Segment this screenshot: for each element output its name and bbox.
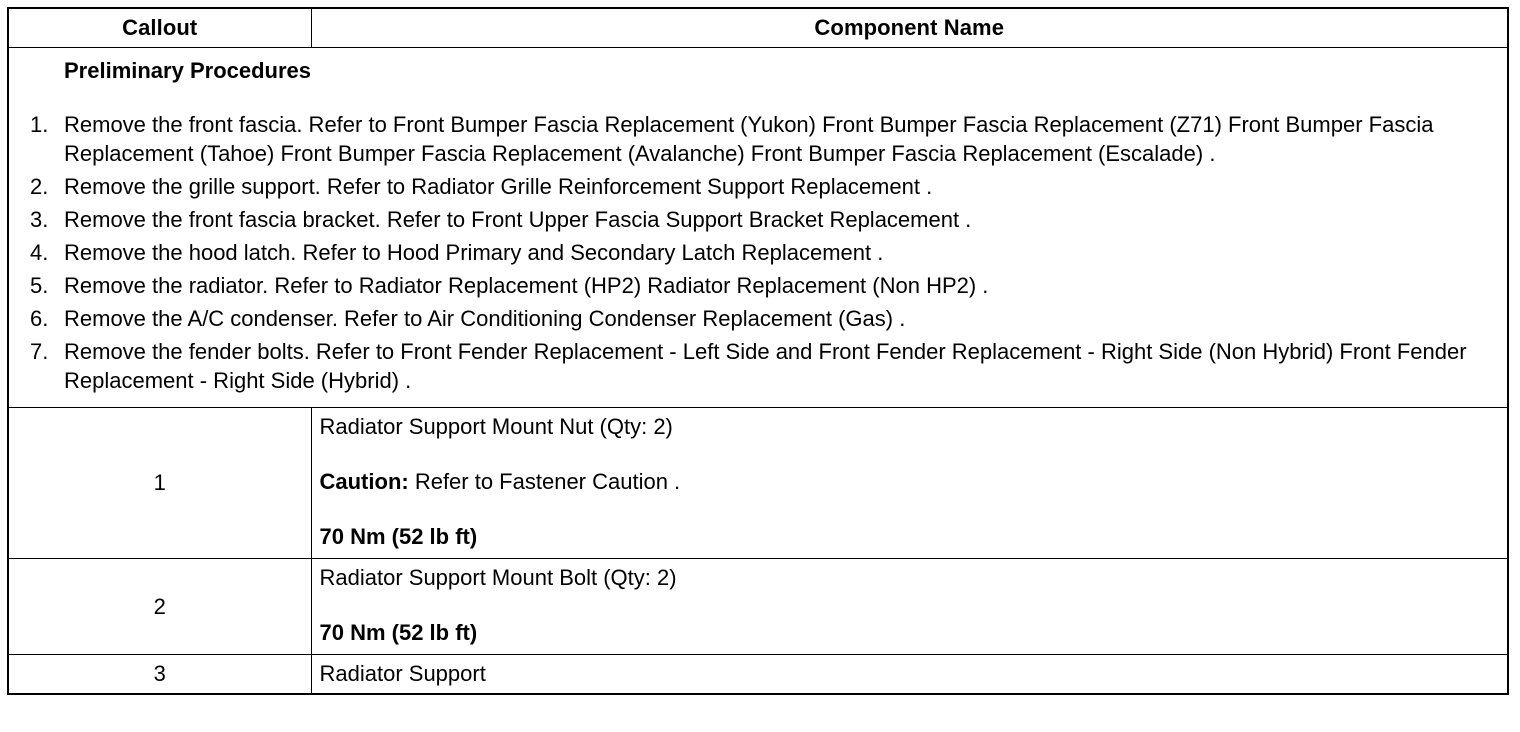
step-text: Remove the front fascia bracket. Refer to Front Upper Fascia Support Bracket Replacement . — [64, 207, 972, 232]
step-item — [9, 271, 1495, 300]
step-number: 7. — [30, 339, 49, 364]
step-text: Remove the grille support. Refer to Radiator Grille Reinforcement Support Replacement . — [64, 174, 933, 199]
component-name: Radiator Support Mount Nut (Qty: 2) — [319, 414, 673, 439]
step-text: Remove the hood latch. Refer to Hood Primary and Secondary Latch Replacement . — [64, 240, 884, 265]
step-number: 6. — [30, 306, 49, 331]
table-row — [8, 408, 1508, 559]
callout-number: 1 — [8, 408, 311, 559]
callout-number: 3 — [8, 655, 311, 694]
step-item — [9, 238, 1495, 267]
component-cell — [311, 559, 1508, 655]
caution-note — [320, 469, 1500, 495]
torque-spec: 70 Nm (52 lb ft) — [319, 620, 478, 645]
step-item — [9, 172, 1495, 201]
preliminary-steps — [9, 110, 1495, 395]
table-row — [8, 655, 1508, 694]
step-item — [9, 304, 1495, 333]
component-table — [7, 7, 1509, 695]
step-number: 3. — [30, 207, 49, 232]
header-callout: Callout — [8, 8, 311, 48]
preliminary-procedures — [8, 48, 1508, 408]
header-component-name: Component Name — [311, 8, 1508, 48]
step-item — [9, 205, 1495, 234]
step-number: 1. — [30, 112, 49, 137]
step-item — [9, 110, 1495, 168]
component-cell — [311, 408, 1508, 559]
step-number: 4. — [30, 240, 49, 265]
caution-text: Refer to Fastener Caution . — [408, 469, 681, 494]
torque-spec: 70 Nm (52 lb ft) — [319, 524, 478, 549]
component-name: Radiator Support — [319, 660, 486, 686]
step-number: 5. — [30, 273, 49, 298]
component-name: Radiator Support Mount Bolt (Qty: 2) — [319, 565, 677, 590]
step-item — [9, 337, 1495, 395]
callout-number: 2 — [8, 559, 311, 655]
step-text: Remove the radiator. Refer to Radiator Replacement (HP2) Radiator Replacement (Non HP2) . — [64, 273, 989, 298]
component-cell — [311, 655, 1508, 694]
header-row — [8, 8, 1508, 48]
step-text: Remove the A/C condenser. Refer to Air Conditioning Condenser Replacement (Gas) . — [64, 306, 906, 331]
step-text: Remove the fender bolts. Refer to Front Fender Replacement - Left Side and Front Fender Replacement - Right Side (Non Hybrid) Front Fender Replacement - Right Side (Hybrid) . — [64, 339, 1467, 393]
step-text: Remove the front fascia. Refer to Front Bumper Fascia Replacement (Yukon) Front Bumper Fascia Replacement (Z71) Front Bumper Fascia Replacement (Tahoe) Front Bumper Fascia Replacement (Avalanche) Front Bumper Fascia Replacement (Escalade) . — [64, 112, 1434, 166]
step-number: 2. — [30, 174, 49, 199]
preliminary-title: Preliminary Procedures — [64, 58, 312, 83]
table-row — [8, 559, 1508, 655]
preliminary-row — [8, 48, 1508, 408]
caution-label: Caution: — [319, 469, 409, 494]
